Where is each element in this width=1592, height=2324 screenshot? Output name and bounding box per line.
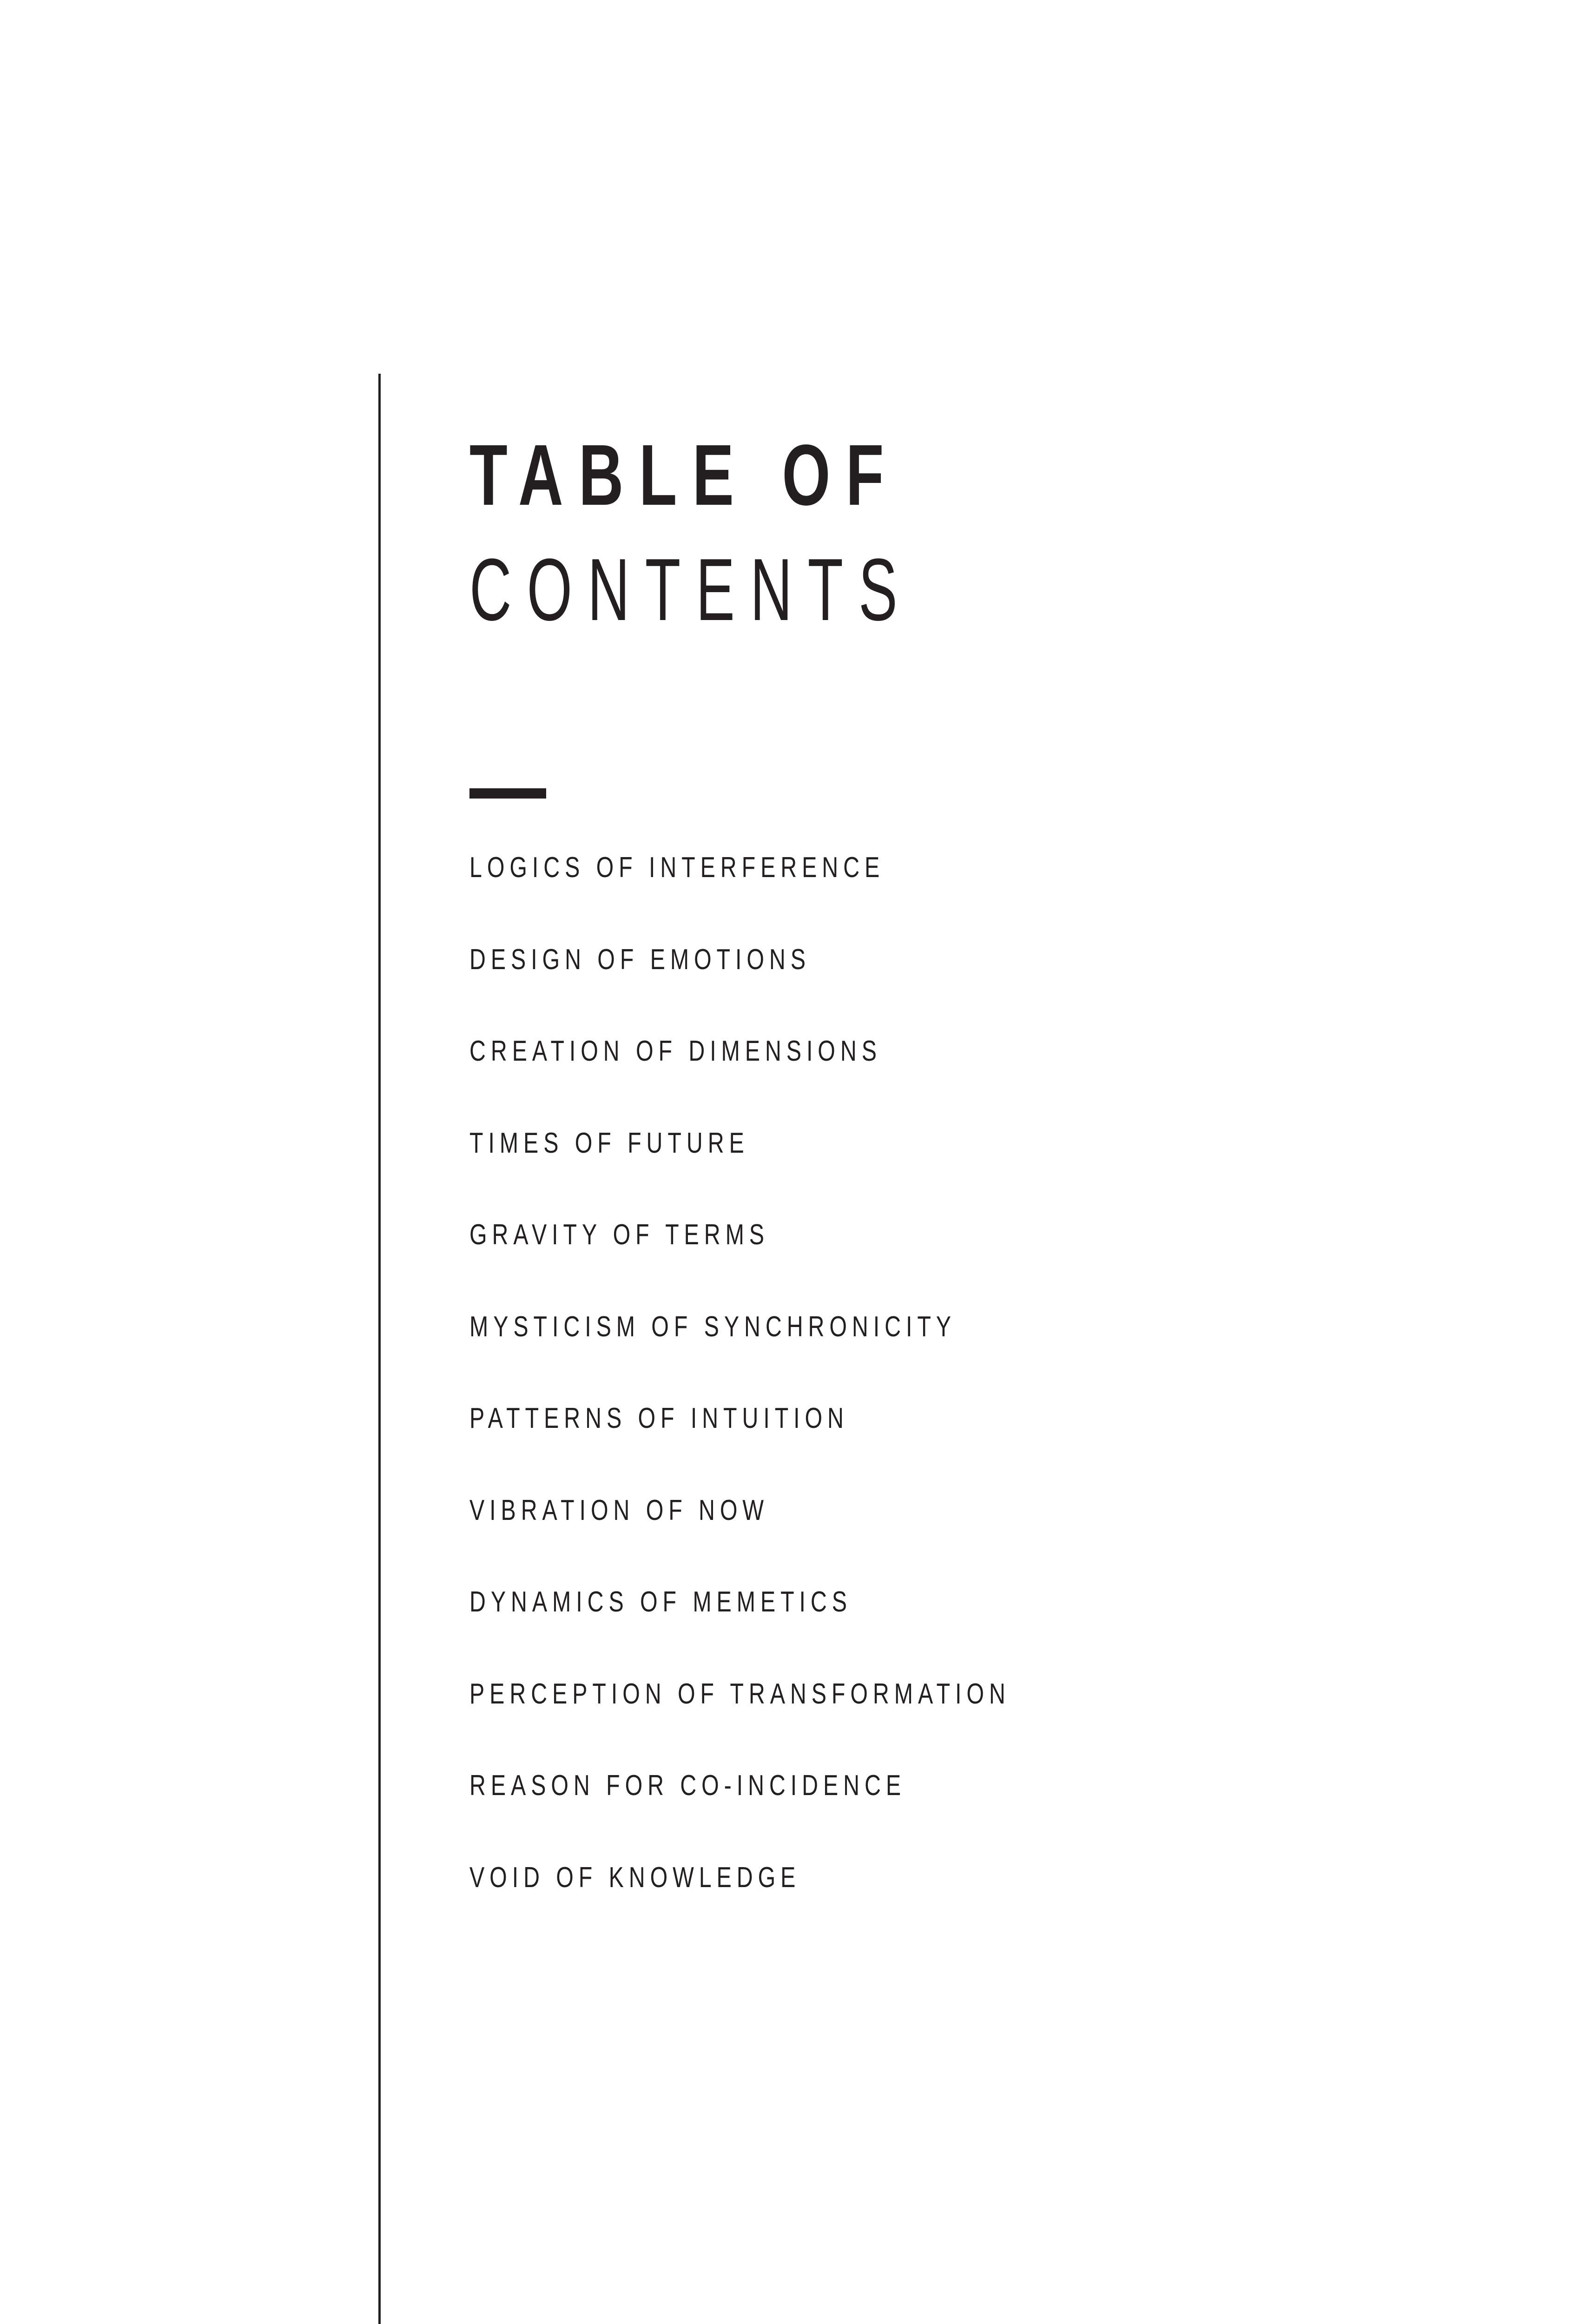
toc-item-creation-of-dimensions[interactable]: CREATION OF DIMENSIONS <box>469 1035 882 1067</box>
toc-item-times-of-future[interactable]: TIMES OF FUTURE <box>469 1127 749 1159</box>
toc-list <box>469 853 1163 1955</box>
toc-item-vibration-of-now[interactable]: VIBRATION OF NOW <box>469 1494 769 1526</box>
vertical-divider-line <box>378 374 381 2324</box>
toc-item-void-of-knowledge[interactable]: VOID OF KNOWLEDGE <box>469 1861 801 1894</box>
toc-item-dynamics-of-memetics[interactable]: DYNAMICS OF MEMETICS <box>469 1586 852 1618</box>
toc-item-mysticism-of-synchronicity[interactable]: MYSTICISM OF SYNCHRONICITY <box>469 1310 956 1343</box>
toc-item-reason-for-co-incidence[interactable]: REASON FOR CO-INCIDENCE <box>469 1769 906 1802</box>
toc-item-logics-of-interference[interactable]: LOGICS OF INTERFERENCE <box>469 852 885 884</box>
title-line-light: CONTENTS <box>469 541 913 639</box>
page-title <box>469 427 1141 639</box>
toc-item-patterns-of-intuition[interactable]: PATTERNS OF INTUITION <box>469 1402 849 1434</box>
title-accent-bar <box>469 788 546 799</box>
toc-item-design-of-emotions[interactable]: DESIGN OF EMOTIONS <box>469 943 811 976</box>
title-line-bold: TABLE OF <box>469 427 899 523</box>
toc-item-gravity-of-terms[interactable]: GRAVITY OF TERMS <box>469 1219 769 1251</box>
toc-item-perception-of-transformation[interactable]: PERCEPTION OF TRANSFORMATION <box>469 1677 1011 1710</box>
